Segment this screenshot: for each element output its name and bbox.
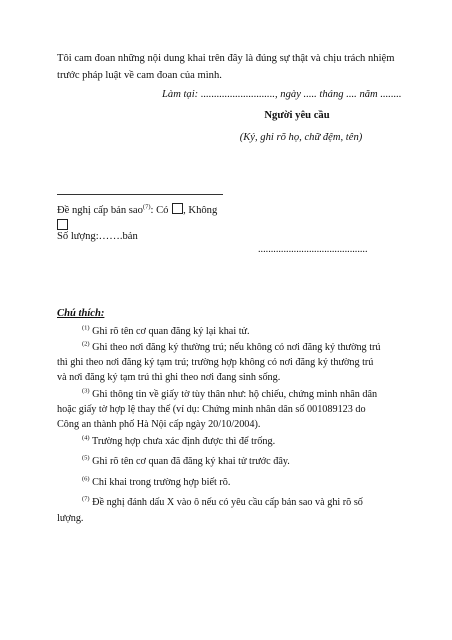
note-2-line-2: thì ghi theo nơi đăng ký tạm trú; trường hợp không có nơi đăng ký thường trú (57, 357, 374, 368)
copy-request-sup: (7) (142, 203, 151, 211)
note-5-line-1: $^{(5)}$ Ghi rõ tên cơ quan đã đăng ký khai tử trước đây. (82, 454, 290, 467)
copy-yes-checkbox[interactable] (172, 203, 183, 214)
note-3-line-2: hoặc giấy tờ hợp lệ thay thế (ví dụ: Chứng minh nhân dân số 001089123 do (57, 404, 366, 415)
copy-request-label: Đề nghị cấp bản sao (57, 205, 143, 216)
signature-dots: ........................................... (258, 244, 368, 255)
note-2-line-1: $^{(2)}$ Ghi theo nơi đăng ký thường trú; nếu không có nơi đăng ký thường trú (82, 340, 381, 353)
note-7-line-1: $^{(7)}$ Đề nghị đánh dấu X vào ô nếu có yêu cầu cấp bản sao và ghi rõ số (82, 495, 363, 508)
note-4-line-1: $^{(4)}$ Trường hợp chưa xác định được thì để trống. (82, 434, 276, 447)
place-date-line: Làm tại: ............................, ngày ..... tháng .... năm ........ (162, 89, 402, 100)
note-3-line-1: $^{(3)}$ Ghi thông tin về giấy tờ tùy thân như: hộ chiếu, chứng minh nhân dân (82, 387, 378, 400)
note-1-line-1: $^{(1)}$ Ghi rõ tên cơ quan đăng ký lại khai tử. (82, 324, 250, 337)
note-3-line-3: Công an thành phố Hà Nội cấp ngày 20/10/2004). (57, 419, 261, 430)
copy-no-checkbox[interactable] (57, 219, 68, 230)
note-2-line-3: và nơi đăng ký tạm trú thì ghi theo nơi đang sinh sống. (57, 372, 281, 383)
separator-line (57, 194, 223, 195)
notes-heading: Chú thích: (57, 308, 105, 319)
note-6-line-1: $^{(6)}$ Chỉ khai trong trường hợp biết rõ. (82, 475, 231, 488)
commitment-line-2: trước pháp luật về cam đoan của mình. (57, 70, 222, 81)
copy-request-no-label: , Không (183, 205, 218, 216)
requester-title: Người yêu cầu (264, 110, 330, 121)
commitment-line-1: Tôi cam đoan những nội dung khai trên đây là đúng sự thật và chịu trách nhiệm (57, 53, 395, 64)
copy-request-yes-label: : Có (150, 205, 169, 216)
signature-hint: (Ký, ghi rõ họ, chữ đệm, tên) (239, 132, 363, 143)
copy-quantity: Số lượng:…….bản (57, 231, 138, 242)
copy-request-line (57, 203, 217, 218)
note-7-line-2: lượng. (57, 513, 84, 524)
